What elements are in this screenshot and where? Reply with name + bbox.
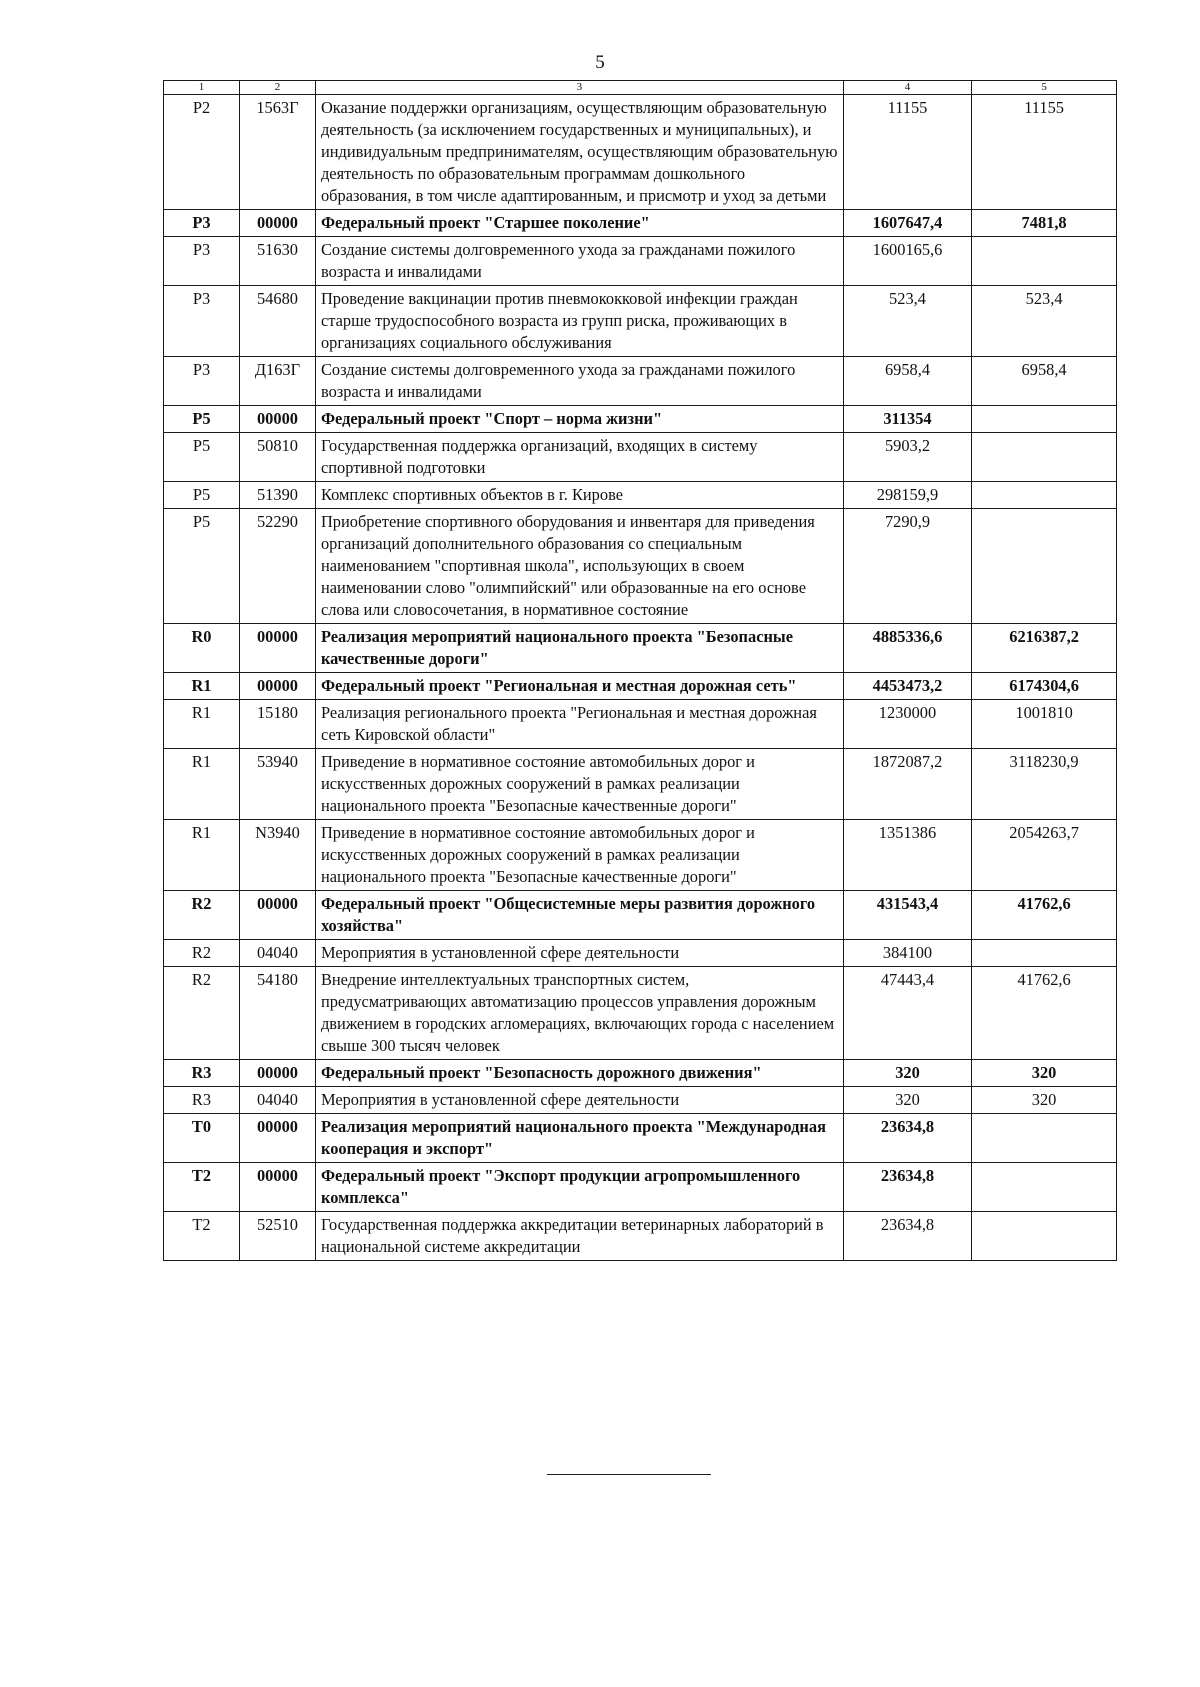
target-code-cell: 51630	[239, 237, 315, 286]
item-name-cell: Мероприятия в установленной сфере деятельности	[315, 1087, 843, 1114]
amount-col4-cell: 311354	[843, 406, 971, 433]
amount-col5-cell	[972, 1212, 1117, 1261]
amount-col4-cell: 384100	[843, 940, 971, 967]
table-row	[164, 700, 1117, 749]
item-name-cell: Федеральный проект "Безопасность дорожного движения"	[315, 1060, 843, 1087]
table-row	[164, 509, 1117, 624]
amount-col5-cell: 6174304,6	[972, 673, 1117, 700]
item-name-cell: Оказание поддержки организациям, осуществляющим образовательную деятельность (за исключением государственных и муниципальных), и индивидуальным предпринимателям, осуществляющим образовательную деятельность по образовательным программам дошкольного образования, в том числе адаптированным, и присмотр и уход за детьми	[315, 95, 843, 210]
item-name-cell: Создание системы долговременного ухода за гражданами пожилого возраста и инвалидами	[315, 357, 843, 406]
section-code-cell: P3	[164, 357, 240, 406]
table-row	[164, 1212, 1117, 1261]
section-code-cell: P5	[164, 406, 240, 433]
amount-col5-cell	[972, 482, 1117, 509]
amount-col5-cell	[972, 406, 1117, 433]
target-code-cell: 00000	[239, 1114, 315, 1163]
target-code-cell: 00000	[239, 673, 315, 700]
item-name-cell: Государственная поддержка организаций, входящих в систему спортивной подготовки	[315, 433, 843, 482]
amount-col5-cell	[972, 433, 1117, 482]
section-code-cell: T0	[164, 1114, 240, 1163]
column-number-3: 3	[315, 81, 843, 95]
amount-col4-cell: 1607647,4	[843, 210, 971, 237]
table-row	[164, 237, 1117, 286]
table-row-section	[164, 1114, 1117, 1163]
item-name-cell: Приобретение спортивного оборудования и инвентаря для приведения организаций дополнительного образования со специальным наименованием "спортивная школа", использующих в своем наименовании слово "олимпийский" или образованные на его основе слова или словосочетания, в нормативное состояние	[315, 509, 843, 624]
amount-col4-cell: 6958,4	[843, 357, 971, 406]
section-code-cell: R1	[164, 700, 240, 749]
item-name-cell: Федеральный проект "Старшее поколение"	[315, 210, 843, 237]
amount-col5-cell: 523,4	[972, 286, 1117, 357]
section-code-cell: R1	[164, 673, 240, 700]
target-code-cell: 00000	[239, 406, 315, 433]
section-code-cell: P3	[164, 210, 240, 237]
amount-col5-cell	[972, 237, 1117, 286]
item-name-cell: Федеральный проект "Общесистемные меры развития дорожного хозяйства"	[315, 891, 843, 940]
item-name-cell: Реализация мероприятий национального проекта "Безопасные качественные дороги"	[315, 624, 843, 673]
section-code-cell: R2	[164, 940, 240, 967]
amount-col5-cell: 1001810	[972, 700, 1117, 749]
amount-col4-cell: 7290,9	[843, 509, 971, 624]
item-name-cell: Проведение вакцинации против пневмококковой инфекции граждан старше трудоспособного возраста из групп риска, проживающих в организациях социального обслуживания	[315, 286, 843, 357]
table-row-section	[164, 673, 1117, 700]
budget-table	[163, 80, 1117, 1261]
target-code-cell: 00000	[239, 1163, 315, 1212]
amount-col4-cell: 23634,8	[843, 1114, 971, 1163]
section-code-cell: P3	[164, 237, 240, 286]
section-code-cell: R3	[164, 1087, 240, 1114]
amount-col4-cell: 11155	[843, 95, 971, 210]
amount-col4-cell: 298159,9	[843, 482, 971, 509]
amount-col4-cell: 4453473,2	[843, 673, 971, 700]
column-number-4: 4	[843, 81, 971, 95]
target-code-cell: Д163Г	[239, 357, 315, 406]
amount-col5-cell: 320	[972, 1087, 1117, 1114]
table-row-section	[164, 891, 1117, 940]
item-name-cell: Реализация мероприятий национального проекта "Международная кооперация и экспорт"	[315, 1114, 843, 1163]
section-code-cell: P5	[164, 433, 240, 482]
target-code-cell: 00000	[239, 210, 315, 237]
end-of-document-rule	[547, 1474, 711, 1475]
item-name-cell: Внедрение интеллектуальных транспортных систем, предусматривающих автоматизацию процессов управления дорожным движением в городских агломерациях, включающих города с населением свыше 300 тысяч человек	[315, 967, 843, 1060]
item-name-cell: Государственная поддержка аккредитации ветеринарных лабораторий в национальной системе аккредитации	[315, 1212, 843, 1261]
item-name-cell: Приведение в нормативное состояние автомобильных дорог и искусственных дорожных сооружений в рамках реализации национального проекта "Безопасные качественные дороги"	[315, 749, 843, 820]
item-name-cell: Приведение в нормативное состояние автомобильных дорог и искусственных дорожных сооружений в рамках реализации национального проекта "Безопасные качественные дороги"	[315, 820, 843, 891]
table-row-section	[164, 406, 1117, 433]
amount-col5-cell	[972, 509, 1117, 624]
target-code-cell: 04040	[239, 1087, 315, 1114]
target-code-cell: 54680	[239, 286, 315, 357]
table-row-section	[164, 210, 1117, 237]
item-name-cell: Федеральный проект "Региональная и местная дорожная сеть"	[315, 673, 843, 700]
table-row	[164, 286, 1117, 357]
section-code-cell: P2	[164, 95, 240, 210]
section-code-cell: T2	[164, 1212, 240, 1261]
table-row-section	[164, 624, 1117, 673]
target-code-cell: 15180	[239, 700, 315, 749]
table-row	[164, 95, 1117, 210]
amount-col4-cell: 23634,8	[843, 1212, 971, 1261]
amount-col5-cell	[972, 1114, 1117, 1163]
amount-col5-cell: 320	[972, 1060, 1117, 1087]
amount-col4-cell: 523,4	[843, 286, 971, 357]
table-row	[164, 940, 1117, 967]
amount-col4-cell: 320	[843, 1060, 971, 1087]
target-code-cell: 52290	[239, 509, 315, 624]
amount-col4-cell: 47443,4	[843, 967, 971, 1060]
section-code-cell: R3	[164, 1060, 240, 1087]
amount-col4-cell: 23634,8	[843, 1163, 971, 1212]
amount-col5-cell: 11155	[972, 95, 1117, 210]
amount-col4-cell: 4885336,6	[843, 624, 971, 673]
section-code-cell: P5	[164, 482, 240, 509]
column-number-2: 2	[239, 81, 315, 95]
target-code-cell: 53940	[239, 749, 315, 820]
item-name-cell: Мероприятия в установленной сфере деятельности	[315, 940, 843, 967]
item-name-cell: Комплекс спортивных объектов в г. Кирове	[315, 482, 843, 509]
section-code-cell: P3	[164, 286, 240, 357]
item-name-cell: Реализация регионального проекта "Региональная и местная дорожная сеть Кировской области"	[315, 700, 843, 749]
table-row	[164, 357, 1117, 406]
table-row	[164, 482, 1117, 509]
target-code-cell: 54180	[239, 967, 315, 1060]
amount-col4-cell: 1600165,6	[843, 237, 971, 286]
target-code-cell: 51390	[239, 482, 315, 509]
target-code-cell: 52510	[239, 1212, 315, 1261]
section-code-cell: R2	[164, 967, 240, 1060]
target-code-cell: N3940	[239, 820, 315, 891]
amount-col4-cell: 1351386	[843, 820, 971, 891]
target-code-cell: 00000	[239, 891, 315, 940]
section-code-cell: P5	[164, 509, 240, 624]
table-row	[164, 820, 1117, 891]
target-code-cell: 50810	[239, 433, 315, 482]
section-code-cell: R2	[164, 891, 240, 940]
target-code-cell: 00000	[239, 624, 315, 673]
section-code-cell: R1	[164, 820, 240, 891]
item-name-cell: Федеральный проект "Экспорт продукции агропромышленного комплекса"	[315, 1163, 843, 1212]
amount-col5-cell: 41762,6	[972, 891, 1117, 940]
amount-col5-cell: 6216387,2	[972, 624, 1117, 673]
table-row-section	[164, 1060, 1117, 1087]
amount-col5-cell: 41762,6	[972, 967, 1117, 1060]
table-row-section	[164, 1163, 1117, 1212]
section-code-cell: T2	[164, 1163, 240, 1212]
section-code-cell: R0	[164, 624, 240, 673]
amount-col5-cell: 7481,8	[972, 210, 1117, 237]
amount-col5-cell: 3118230,9	[972, 749, 1117, 820]
target-code-cell: 1563Г	[239, 95, 315, 210]
amount-col4-cell: 1872087,2	[843, 749, 971, 820]
target-code-cell: 04040	[239, 940, 315, 967]
table-row	[164, 967, 1117, 1060]
amount-col5-cell: 2054263,7	[972, 820, 1117, 891]
table-row	[164, 433, 1117, 482]
page-number: 5	[595, 52, 605, 73]
target-code-cell: 00000	[239, 1060, 315, 1087]
amount-col4-cell: 320	[843, 1087, 971, 1114]
table-row	[164, 749, 1117, 820]
column-number-row	[164, 81, 1117, 95]
amount-col4-cell: 5903,2	[843, 433, 971, 482]
amount-col4-cell: 431543,4	[843, 891, 971, 940]
amount-col5-cell: 6958,4	[972, 357, 1117, 406]
item-name-cell: Федеральный проект "Спорт – норма жизни"	[315, 406, 843, 433]
item-name-cell: Создание системы долговременного ухода за гражданами пожилого возраста и инвалидами	[315, 237, 843, 286]
table-row	[164, 1087, 1117, 1114]
amount-col5-cell	[972, 1163, 1117, 1212]
section-code-cell: R1	[164, 749, 240, 820]
column-number-5: 5	[972, 81, 1117, 95]
amount-col4-cell: 1230000	[843, 700, 971, 749]
column-number-1: 1	[164, 81, 240, 95]
amount-col5-cell	[972, 940, 1117, 967]
